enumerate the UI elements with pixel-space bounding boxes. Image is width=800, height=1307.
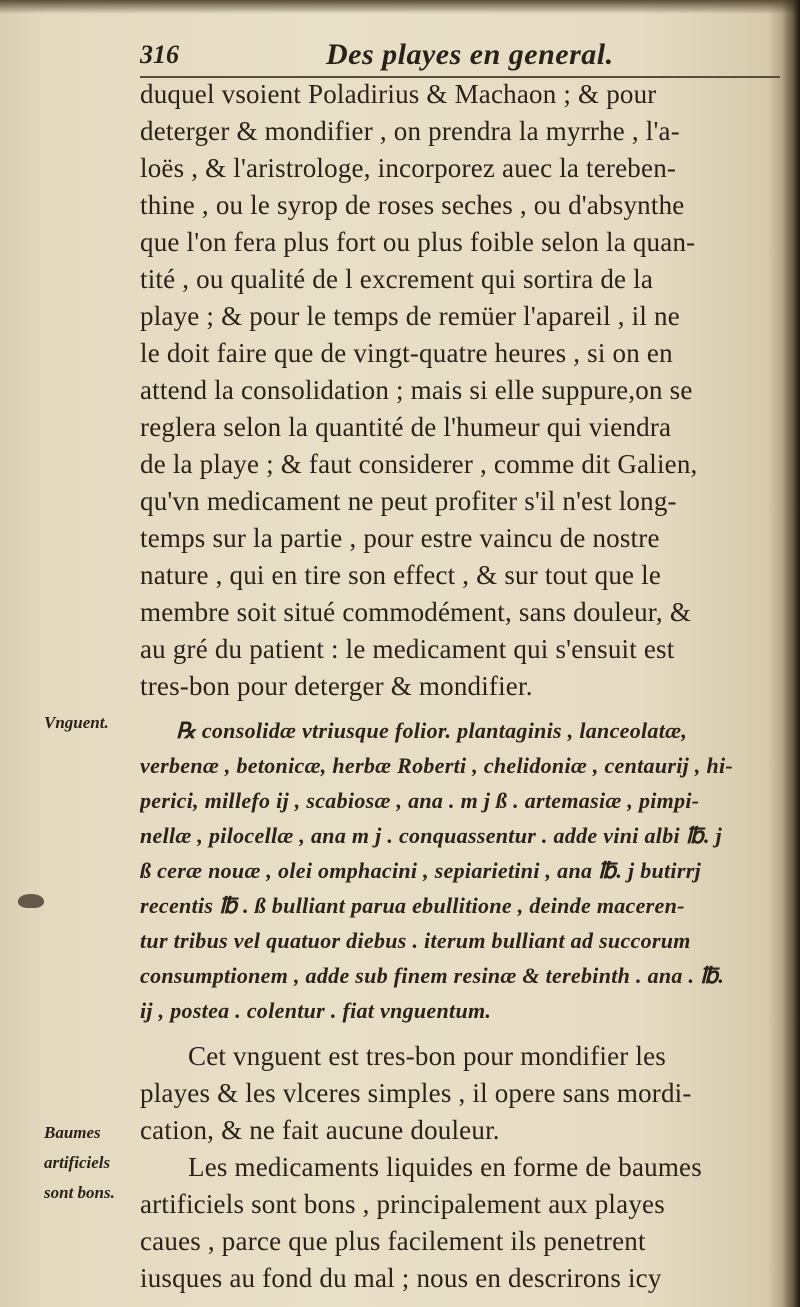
recipe-line: recentis ℔ . ß bulliant parua ebullitione , deinde maceren- <box>140 893 685 918</box>
text-line: attend la consolidation ; mais si elle suppure,on se <box>140 375 693 405</box>
text-line: deterger & mondifier , on prendra la myrrhe , l'a- <box>140 116 680 146</box>
text-line: que l'on fera plus fort ou plus foible selon la quan- <box>140 227 696 257</box>
margin-note-line: sont bons. <box>44 1183 115 1202</box>
text-line: qu'vn medicament ne peut profiter s'il n'est long- <box>140 486 677 516</box>
closing-paragraphs <box>140 1038 780 1297</box>
text-line: artificiels sont bons , principalement aux playes <box>140 1189 665 1219</box>
text-line: temps sur la partie , pour estre vaincu de nostre <box>140 523 660 553</box>
text-line: membre soit situé commodément, sans douleur, & <box>140 597 692 627</box>
text-line: Cet vnguent est tres-bon pour mondifier les <box>188 1041 667 1071</box>
main-text <box>140 76 780 1297</box>
recipe-line: ß ceræ nouæ , olei omphacini , sepiarietini , ana ℔. j butirrj <box>140 858 701 883</box>
recipe-line: verbenæ , betonicæ, herbæ Roberti , chelidoniæ , centaurij , hi- <box>140 753 734 778</box>
text-line: de la playe ; & faut considerer , comme dit Galien, <box>140 449 698 479</box>
recipe-line: ℞ consolidæ vtriusque folior. plantaginis , lanceolatæ, <box>176 718 688 743</box>
latin-recipe <box>140 713 780 1028</box>
text-line: tres-bon pour deterger & mondifier. <box>140 671 533 701</box>
text-line: nature , qui en tire son effect , & sur tout que le <box>140 560 662 590</box>
margin-note-line: Baumes <box>44 1123 101 1142</box>
recipe-line: ij , postea . colentur . fiat vnguentum. <box>140 998 492 1023</box>
gutter-shadow <box>782 0 800 1307</box>
text-line: loës , & l'aristrologe, incorporez auec la tereben- <box>140 153 677 183</box>
text-line: playes & les vlceres simples , il opere sans mordi- <box>140 1078 692 1108</box>
text-line: au gré du patient : le medicament qui s'ensuit est <box>140 634 675 664</box>
text-line: iusques au fond du mal ; nous en descrirons icy <box>140 1263 662 1293</box>
margin-note-line: artificiels <box>44 1153 111 1172</box>
text-line: cation, & ne fait aucune douleur. <box>140 1115 500 1145</box>
text-line: tité , ou qualité de l excrement qui sortira de la <box>140 264 654 294</box>
text-line: duquel vsoient Poladirius & Machaon ; & pour <box>140 79 657 109</box>
text-line: Les medicaments liquides en forme de baumes <box>188 1152 702 1182</box>
text-line: thine , ou le syrop de roses seches , ou d'absynthe <box>140 190 685 220</box>
text-line: le doit faire que de vingt-quatre heures , si on en <box>140 338 673 368</box>
page-number: 316 <box>140 40 179 69</box>
body-paragraph <box>140 76 780 705</box>
text-line: reglera selon la quantité de l'humeur qui viendra <box>140 412 672 442</box>
ink-blot-ornament <box>18 894 44 908</box>
recipe-line: nellæ , pilocellæ , ana m j . conquassentur . adde vini albi ℔. j <box>140 823 723 848</box>
page-top-edge <box>0 0 800 14</box>
recipe-line: tur tribus vel quatuor diebus . iterum bulliant ad succorum <box>140 928 691 953</box>
margin-note-unguent: Vnguent. <box>44 713 109 732</box>
recipe-line: consumptionem , adde sub finem resinæ & terebinth . ana . ℔. <box>140 963 725 988</box>
recipe-line: perici, millefo ij , scabiosæ , ana . m j ß . artemasiæ , pimpi- <box>140 788 700 813</box>
running-title: Des playes en general. <box>326 38 614 71</box>
text-line: caues , parce que plus facilement ils penetrent <box>140 1226 646 1256</box>
margin-note-baumes <box>44 1118 140 1208</box>
text-line: playe ; & pour le temps de remüer l'apareil , il ne <box>140 301 680 331</box>
